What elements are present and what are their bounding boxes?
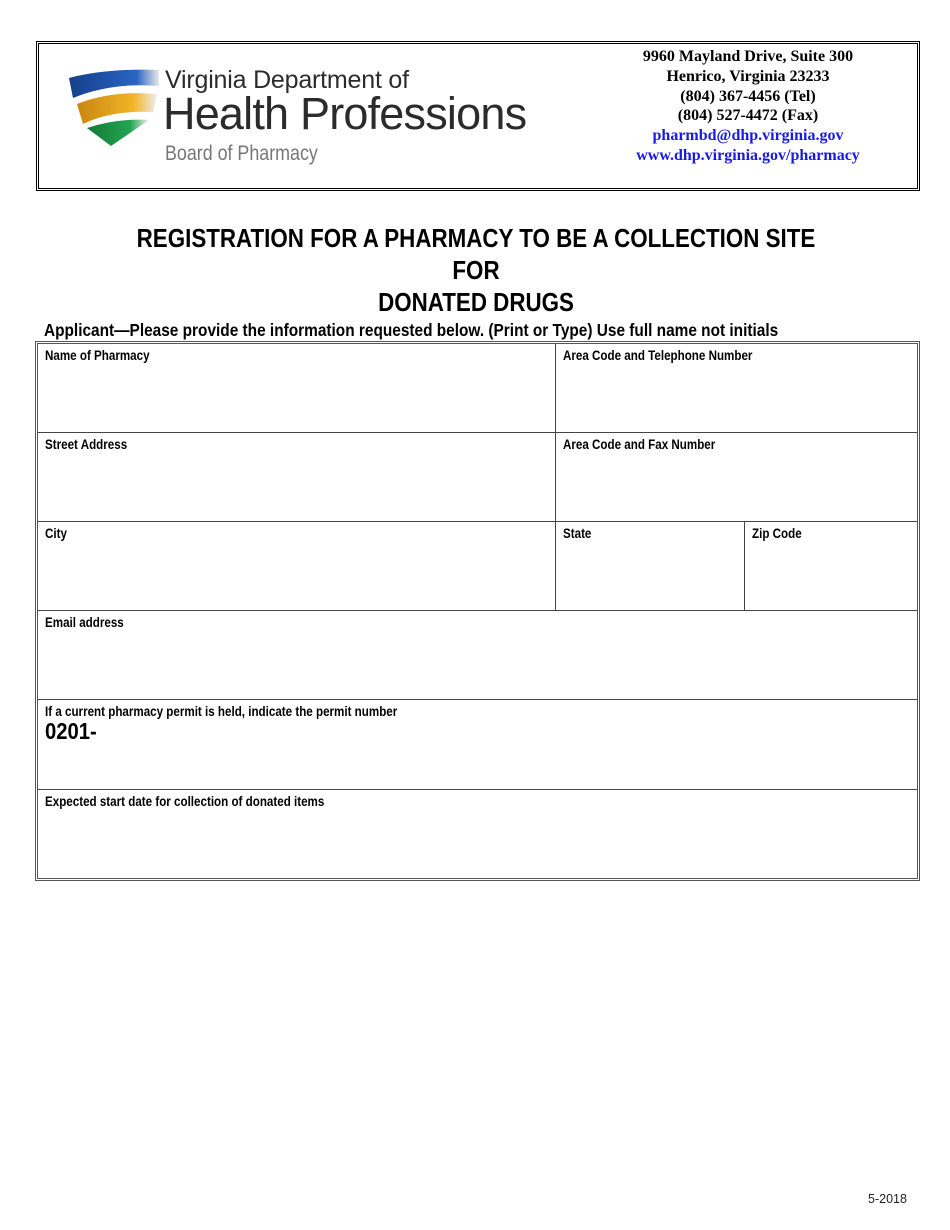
pharmacy-name-label: Name of Pharmacy (45, 348, 150, 363)
city-label: City (45, 526, 67, 541)
city-field[interactable] (38, 522, 556, 611)
address-line-2: Henrico, Virginia 23233 (666, 67, 830, 85)
logo-line-3: Board of Pharmacy (165, 142, 318, 165)
dhp-shield-swirl-icon (67, 64, 159, 146)
logo-line-1: Virginia Department of (165, 66, 409, 94)
pharmacy-name-field[interactable] (38, 344, 556, 433)
email-field[interactable] (38, 611, 917, 700)
start-date-label: Expected start date for collection of donated items (45, 794, 325, 809)
title-line-1: REGISTRATION FOR A PHARMACY TO BE A COLLECTION SITE FOR (136, 223, 816, 285)
address-line-1: 9960 Mayland Drive, Suite 300 (642, 48, 854, 65)
start-date-field[interactable] (38, 790, 917, 878)
applicant-instructions: Applicant—Please provide the information requested below. (Print or Type) Use full name not initials (44, 320, 779, 340)
dhp-logo (67, 62, 567, 172)
registration-form (35, 341, 920, 881)
logo-line-2: Health Professions (163, 88, 527, 139)
zip-code-field[interactable] (745, 522, 917, 611)
form-version: 5-2018 (868, 1192, 907, 1206)
title-line-2: DONATED DRUGS (378, 287, 574, 317)
page-title (118, 222, 834, 318)
email-link[interactable]: pharmbd@dhp.virginia.gov (652, 127, 844, 145)
fax-label: Area Code and Fax Number (563, 437, 716, 452)
website-link[interactable]: www.dhp.virginia.gov/pharmacy (636, 146, 860, 164)
state-label: State (563, 526, 592, 541)
letterhead (36, 41, 920, 191)
street-address-field[interactable] (38, 433, 556, 522)
street-address-label: Street Address (45, 437, 128, 452)
permit-number-prefix: 0201- (45, 718, 97, 744)
fax: (804) 527-4472 (Fax) (677, 107, 819, 125)
permit-number-field[interactable] (38, 700, 917, 790)
email-label: Email address (45, 615, 124, 630)
permit-number-label: If a current pharmacy permit is held, indicate the permit number (45, 704, 398, 719)
fax-field[interactable] (556, 433, 917, 522)
telephone-field[interactable] (556, 344, 917, 433)
telephone-label: Area Code and Telephone Number (563, 348, 753, 363)
telephone: (804) 367-4456 (Tel) (680, 87, 816, 105)
state-field[interactable] (556, 522, 745, 611)
contact-info (623, 47, 873, 166)
zip-code-label: Zip Code (752, 526, 802, 541)
